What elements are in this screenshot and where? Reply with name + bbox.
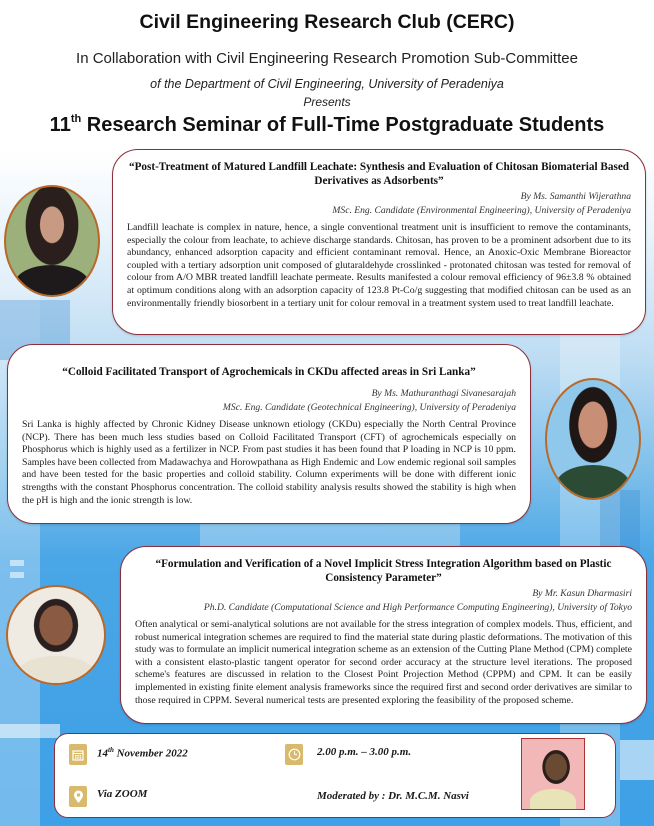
talk-speaker: By Ms. Samanthi Wijerathna [520,191,631,202]
speaker-photo-1 [4,185,100,297]
calendar-icon [69,744,87,765]
collaboration-line: In Collaboration with Civil Engineering Research Promotion Sub-Committee [76,50,578,67]
event-date [97,746,188,760]
talk-title: “Post-Treatment of Matured Landfill Leachate: Synthesis and Evaluation of Chitosan Biomaterial Based Derivatives as Adsorbents” [128,161,630,187]
talk-affiliation: MSc. Eng. Candidate (Environmental Engineering), University of Peradeniya [332,205,631,216]
date-suffix: th [108,746,114,754]
speaker-photo-2 [545,378,641,500]
date-month-year: November 2022 [113,747,188,760]
talk-abstract: Sri Lanka is highly affected by Chronic Kidney Disease unknown etiology (CKDu) especially the North Central Province (NCP). There has been much less studies based on Colloid Facilitated Transport (CFT) of agrochemicals especially on Phosphorus which is highly used as a fertilizer in NCP. From past studies it has been found that P loading in NCP is 10 ppm. Samples have been collected from Madawachya and Horowpathana as High Endemic and Low endemic regional soil samples and have been tested for the basic properties and colloid stability. Column experiments will be done with different ionic strengths with the constant Phosphorus concentration. The colloid stability analysis results showed the stability is high when the pH is high and the ionic strength is low. [22,419,516,506]
talk-card-1 [112,149,646,335]
photo-figure [556,465,630,500]
photo-figure [15,265,89,297]
club-name: Civil Engineering Research Club (CERC) [139,11,515,33]
talk-speaker: By Ms. Mathuranthagi Sivanesarajah [371,388,516,399]
talk-affiliation: MSc. Eng. Candidate (Geotechnical Engineering), University of Peradeniya [222,402,516,413]
talk-card-2 [7,344,531,524]
talk-affiliation: Ph.D. Candidate (Computational Science and High Performance Computing Engineering), University of Tokyo [203,602,632,613]
seminar-title [0,113,654,137]
date-day: 14 [97,747,108,760]
talk-abstract: Landfill leachate is complex in nature, hence, a single conventional treatment unit is insufficient to remove the contaminants, especially the colour from leachate, to achieve discharge standards. Chitosan, has proven to be a prominent adsorbent due to its abundancy, enhanced adsorption capacity and efficient contaminant removal. Hence, an Anoxic-Oxic Membrane Bioreactor coupled with a tertiary adsorption unit composed of glutaraldehyde crosslinked - protonated chitosan was tested for removal of colour from A/O MBR treated landfill leachate permeate. Results manifested a colour removal efficiency of 96±3.8 % obtained at optimum conditions along with an adsorption capacity of 123.8 Pt-Co/g suggesting that modified chitosan can be used as an environmentally friendly biosorbent in a tertiary unit for colour removal in a treatment system used to treat landfill leachate. [127,222,631,309]
clock-icon [285,744,303,765]
talk-speaker: By Mr. Kasun Dharmasiri [532,588,632,599]
presents-label: Presents [303,95,351,109]
seminar-number-suffix: th [70,113,82,125]
event-moderator: Moderated by : Dr. M.C.M. Nasvi [317,790,469,802]
window-shape [620,740,654,780]
event-venue: Via ZOOM [97,788,148,800]
event-info-box [54,733,616,818]
window-shape [10,560,24,566]
talk-title: “Colloid Facilitated Transport of Agrochemicals in CKDu affected areas in Sri Lanka” [62,366,476,378]
department-line: of the Department of Civil Engineering, University of Peradeniya [150,77,504,91]
seminar-number: 11 [49,114,71,136]
event-time: 2.00 p.m. – 3.00 p.m. [317,746,412,758]
talk-card-3 [120,546,647,724]
photo-figure [530,789,576,810]
photo-figure [18,656,95,685]
location-pin-icon [69,786,87,807]
moderator-photo [521,738,585,810]
talk-title: “Formulation and Verification of a Novel Implicit Stress Integration Algorithm based on Plastic Consistency Parameter” [155,558,612,584]
window-shape [10,572,24,578]
talk-abstract: Often analytical or semi-analytical solutions are not available for the stress integration of complex models. Thus, efficient, and robust numerical integration schemes are required to find the material state during plastic deformations. The motivation of this study was to formulate an implicit numerical integration scheme as an extension of the Cutting Plane Method (CPM) complete with a consistent elasto-plastic tangent operator for second order accuracy at the structure level iterations. The proposed scheme's features are discussed in relation to the Closest Point Projection Method (CPPM) and CPM. It can be easily implemented in existing finite element analysis frameworks since the required first and second order derivatives are similar to those required in CPPM. Several numerical tests are presented exploring the feasibility of the proposed scheme. [135,619,632,706]
seminar-title-text: Research Seminar of Full-Time Postgraduate Students [81,114,605,136]
window-shape [0,724,60,738]
speaker-photo-3 [6,585,106,685]
